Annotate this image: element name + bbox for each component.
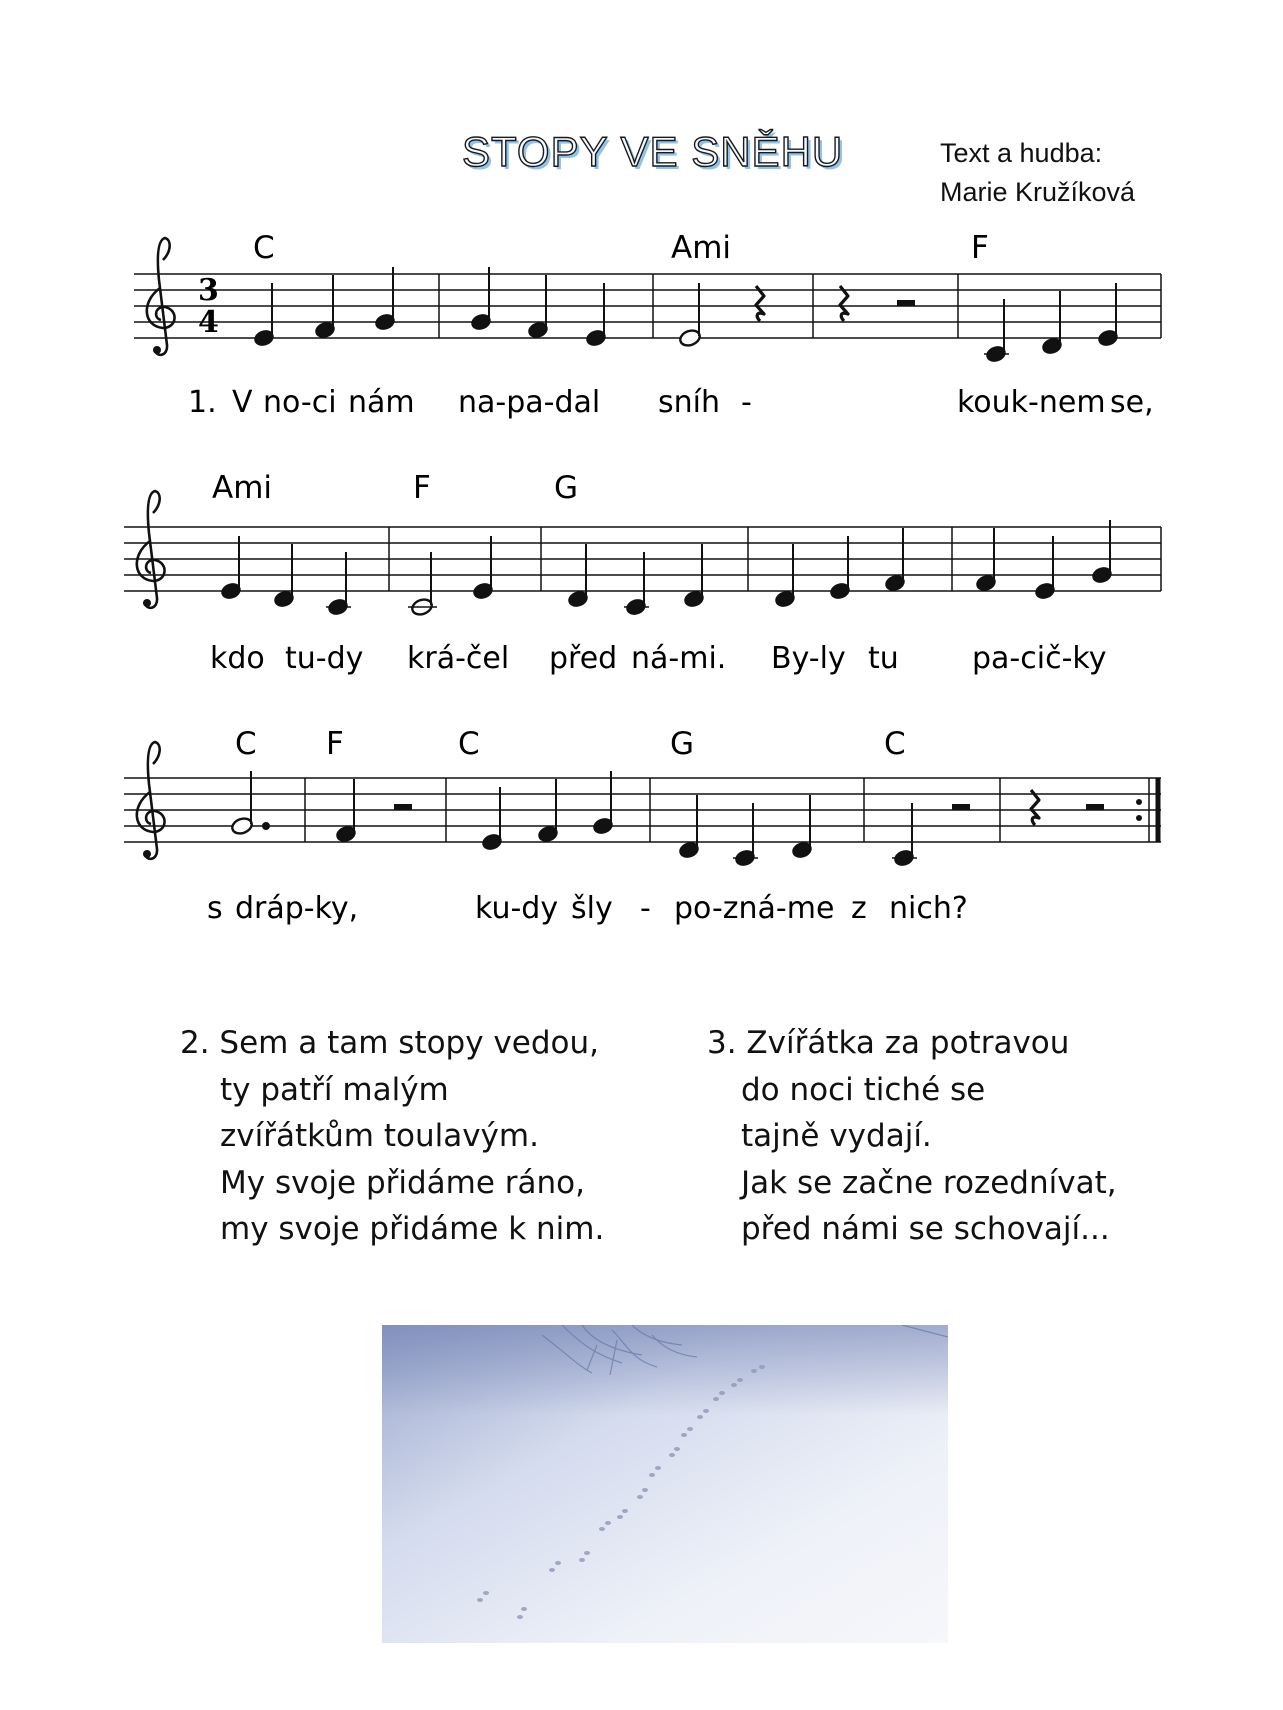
lyric: krá-čel: [407, 641, 510, 676]
lyric: kdo: [210, 641, 265, 676]
chord: C: [884, 726, 906, 762]
half-rest: [897, 300, 915, 306]
staff-system-2: [124, 470, 1161, 676]
time-signature-bottom: 4: [198, 305, 219, 340]
lyric: před: [549, 641, 618, 676]
verse-line: tajně vydají.: [741, 1118, 932, 1154]
quarter-rest: [840, 286, 848, 321]
verse-line: 3. Zvířátka za potravou: [707, 1025, 1070, 1061]
chord: F: [971, 230, 989, 266]
verse-line: do noci tiché se: [741, 1071, 986, 1108]
chord: F: [413, 470, 431, 506]
verse-line: před námi se schovají...: [741, 1211, 1110, 1247]
lyric: tu-dy: [285, 641, 364, 676]
half-rest: [952, 804, 970, 810]
credits-author: Marie Kružíková: [940, 177, 1136, 207]
verse-line: my svoje přidáme k nim.: [220, 1211, 605, 1247]
lyric: po-zná-me: [674, 891, 835, 926]
staff-system-3: [124, 726, 1161, 926]
half-rest: [1086, 804, 1104, 810]
chord: G: [670, 726, 695, 762]
lyric: 1.: [188, 385, 217, 420]
chord: F: [326, 726, 344, 762]
quarter-rest: [1031, 790, 1039, 825]
lyric: By-ly: [771, 641, 846, 676]
verse-line: zvířátkům toulavým.: [220, 1118, 539, 1154]
repeat-dot: [1136, 815, 1142, 821]
lyric: s: [207, 891, 223, 926]
lyric: pa-cič-ky: [972, 641, 1107, 676]
verse-line: My svoje přidáme ráno,: [220, 1164, 585, 1201]
lyric: -: [640, 891, 651, 926]
lyric: sníh: [658, 385, 720, 420]
lyric: tu: [868, 641, 899, 676]
lyric: ná-mi.: [631, 641, 727, 676]
half-rest: [394, 804, 412, 810]
time-signature-top: 3: [198, 273, 219, 308]
credits-label: Text a hudba:: [940, 138, 1103, 168]
verse-2: [180, 1020, 604, 1253]
chord: C: [253, 230, 275, 266]
verse-line: ty patří malým: [220, 1071, 449, 1108]
chord: G: [554, 470, 579, 506]
verse-line: 2. Sem a tam stopy vedou,: [180, 1025, 599, 1061]
lyric: dráp-ky,: [235, 891, 359, 926]
snow-footprints-photo: [382, 1325, 948, 1643]
lyric: nich?: [889, 891, 968, 926]
lyric: šly: [571, 891, 613, 926]
chord: C: [235, 726, 257, 762]
lyric: na-pa-dal: [458, 385, 601, 420]
lyric: se,: [1110, 385, 1154, 420]
lyric: kouk-nem: [957, 385, 1106, 420]
verse-line: Jak se začne rozednívat,: [741, 1164, 1117, 1201]
verse-3: [707, 1020, 1117, 1253]
staff-system-1: [134, 230, 1161, 420]
chord: Ami: [212, 470, 273, 506]
song-title: STOPY VE SNĚHU: [462, 128, 844, 175]
chord: Ami: [671, 230, 732, 266]
lyric: V: [232, 385, 253, 420]
lyric: no-ci: [263, 385, 337, 420]
chord: C: [458, 726, 480, 762]
lyric: -: [741, 385, 752, 420]
lyric: z: [851, 891, 867, 926]
repeat-dot: [1136, 799, 1142, 805]
lyric: ku-dy: [475, 891, 559, 926]
quarter-rest: [756, 286, 764, 321]
lyric: nám: [348, 385, 415, 420]
